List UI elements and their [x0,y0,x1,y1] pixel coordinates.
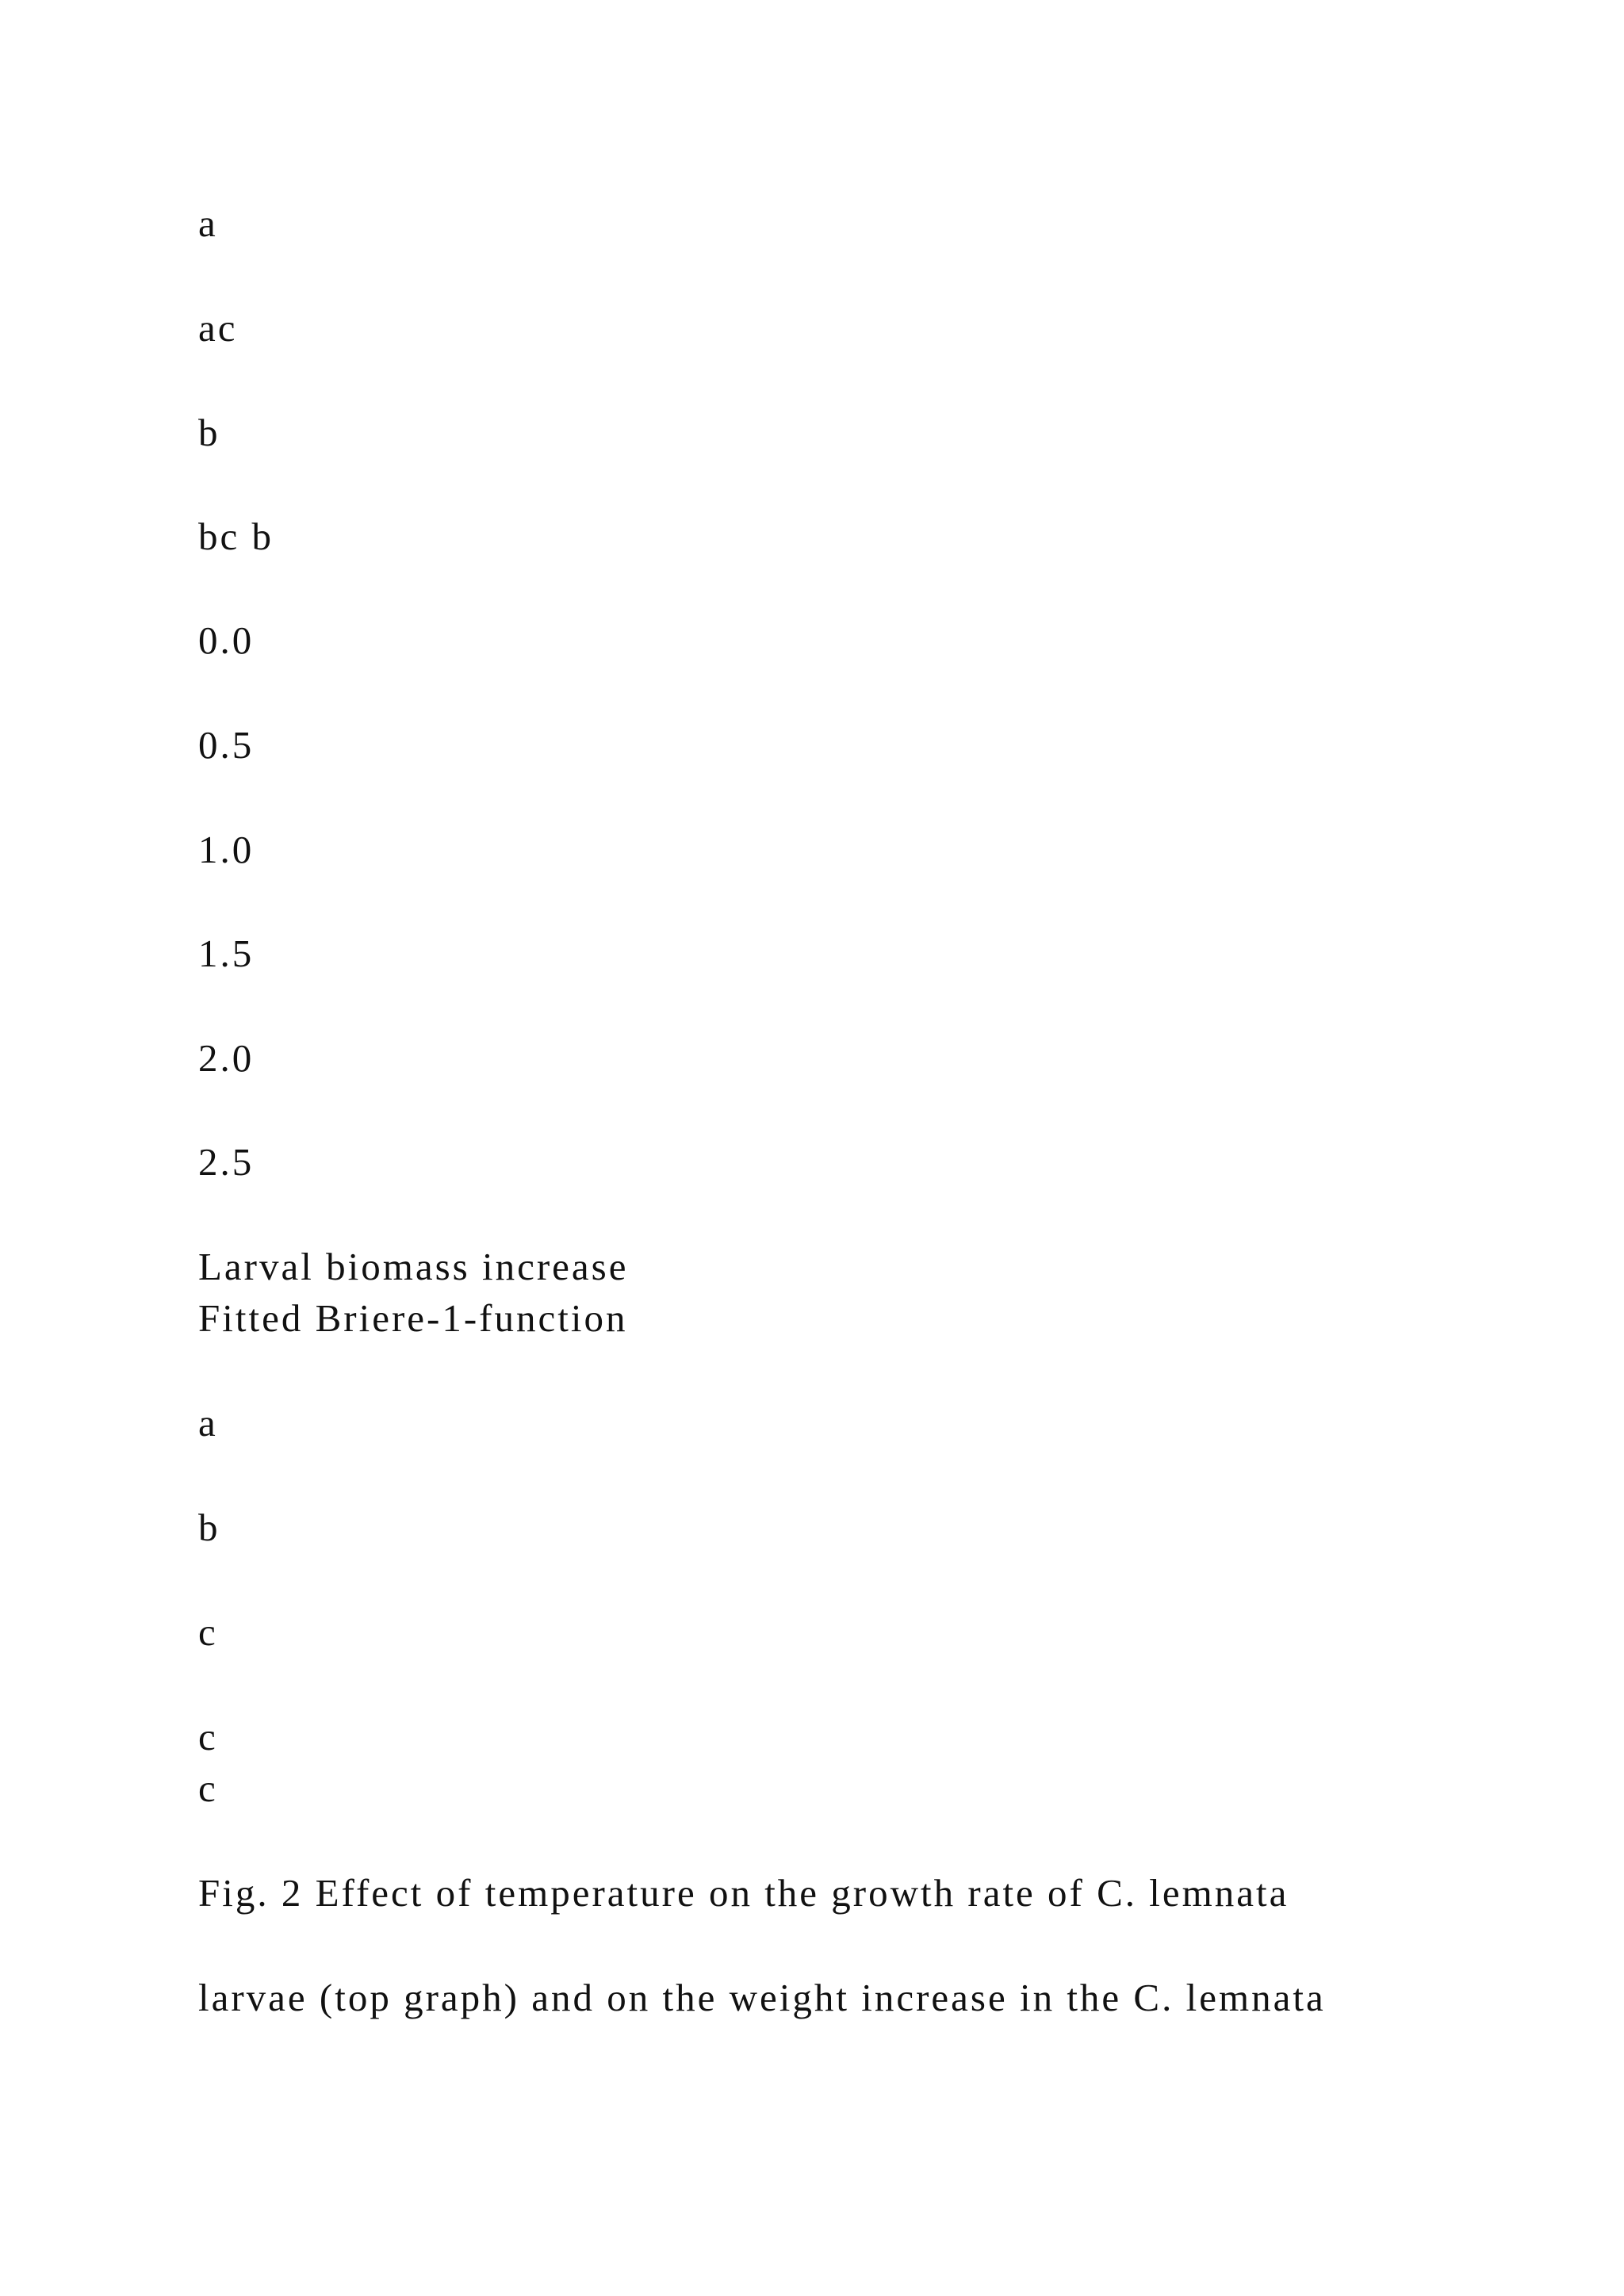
figure-caption-line: Fig. 2 Effect of temperature on the growth rate of C. lemnata [198,1871,1289,1915]
legend-line: Fitted Briere-1-function [198,1296,628,1340]
text-line: 2.5 [198,1140,255,1184]
figure-caption-line: larvae (top graph) and on the weight increase in the C. lemnata [198,1976,1326,2019]
text-line: b [198,411,220,454]
text-line: b [198,1506,220,1549]
text-line: c [198,1715,218,1758]
text-line: ac [198,306,238,350]
text-line: a [198,1401,218,1445]
legend-line: Larval biomass increase [198,1245,629,1288]
text-line: 0.0 [198,618,255,662]
text-line: 1.0 [198,828,255,871]
text-line: 2.0 [198,1036,255,1080]
text-line: bc b [198,515,274,558]
text-line: c [198,1610,218,1654]
text-line: 0.5 [198,723,255,767]
text-line: c [198,1766,218,1810]
text-line: 1.5 [198,932,255,975]
text-line: a [198,201,218,245]
